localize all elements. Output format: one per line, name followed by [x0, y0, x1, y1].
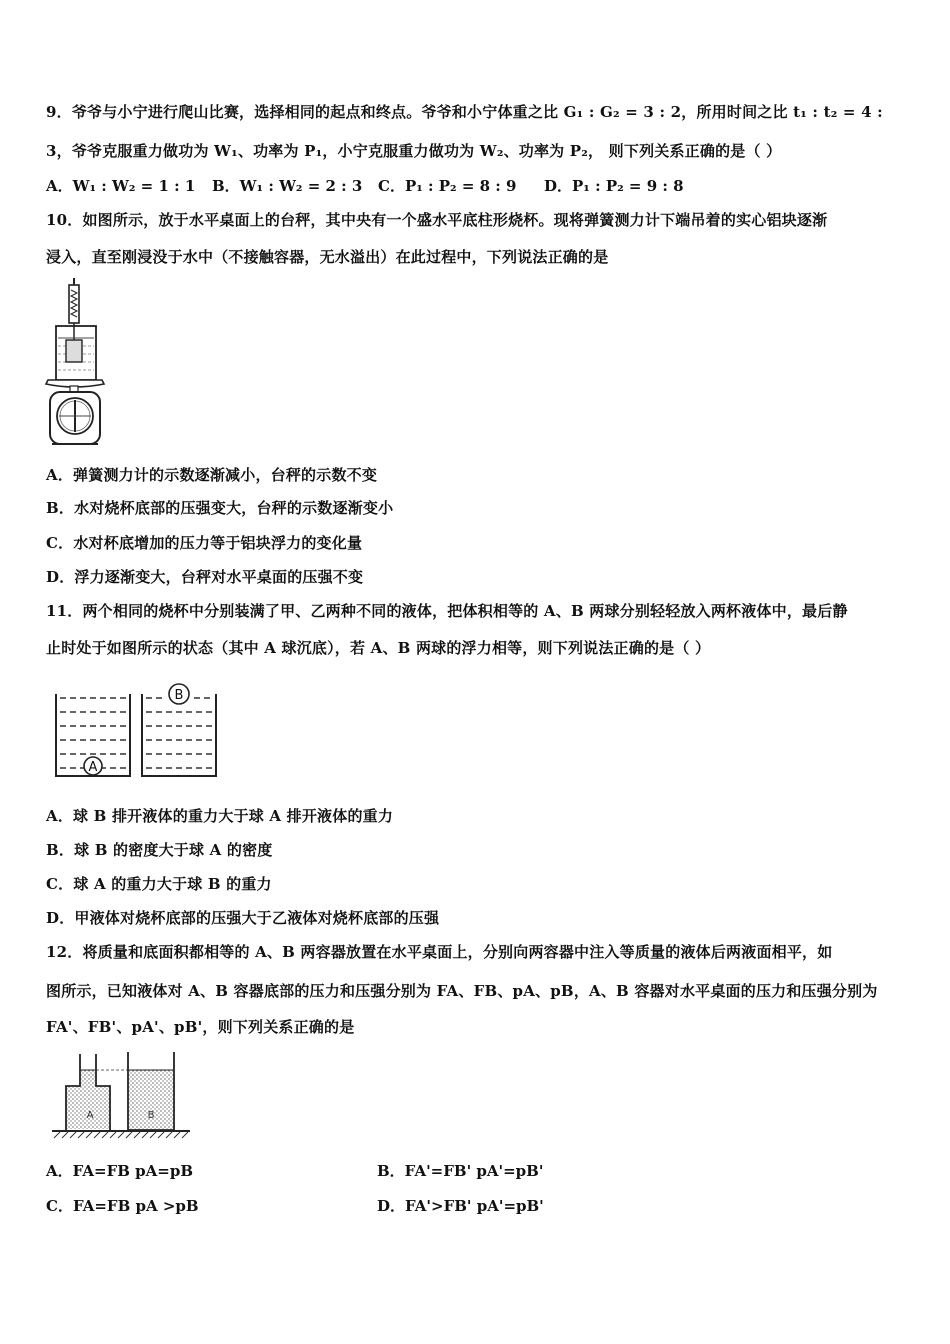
q10-stem-line1: 10．如图所示，放于水平桌面上的台秤，其中央有一个盛水平底柱形烧杯。现将弹簧测力计下端吊着的实心铝块逐渐 — [46, 211, 828, 229]
container-a-label: A — [86, 1110, 94, 1121]
q9-stem-line2: 3，爷爷克服重力做功为 W₁、功率为 P₁，小宁克服重力做功为 W₂、功率为 P₂， 则下列关系正确的是（ ） — [46, 142, 782, 160]
q11-stem-line1: 11．两个相同的烧杯中分别装满了甲、乙两种不同的液体，把体积相等的 A、B 两球分别轻轻放入两杯液体中，最后静 — [46, 602, 848, 620]
two-beakers-figure — [52, 682, 224, 782]
q12-option-a: A．FA=FB pA=pB — [46, 1162, 194, 1180]
q10-stem-line2: 浸入，直至刚浸没于水中（不接触容器，无水溢出）在此过程中，下列说法正确的是 — [46, 248, 609, 266]
q11-option-c: C．球 A 的重力大于球 B 的重力 — [46, 875, 272, 893]
container-b-label: B — [147, 1110, 155, 1121]
q10-option-b: B．水对烧杯底部的压强变大，台秤的示数逐渐变小 — [46, 499, 394, 517]
q11-option-b: B．球 B 的密度大于球 A 的密度 — [46, 841, 273, 859]
q12-option-b: B．FA'=FB' pA'=pB' — [377, 1162, 544, 1180]
q9-option-c: C．P₁ : P₂ = 8 : 9 — [378, 177, 517, 195]
q9-stem-line1: 9．爷爷与小宁进行爬山比赛，选择相同的起点和终点。爷爷和小宁体重之比 G₁ : G₂ = 3 : 2，所用时间之比 t₁ : t₂ = 4 : — [46, 103, 883, 121]
ball-a-label: A — [88, 760, 98, 775]
q9-option-b: B．W₁ : W₂ = 2 : 3 — [212, 177, 363, 195]
ball-b-label: B — [174, 688, 184, 703]
q10-option-a: A．弹簧测力计的示数逐渐减小，台秤的示数不变 — [46, 466, 378, 484]
q9-option-a: A．W₁ : W₂ = 1 : 1 — [46, 177, 196, 195]
q9-options — [46, 175, 684, 196]
two-containers-figure — [48, 1050, 194, 1140]
q11-option-a: A．球 B 排开液体的重力大于球 A 排开液体的重力 — [46, 807, 394, 825]
q12-stem-line2: 图所示，已知液体对 A、B 容器底部的压力和压强分别为 FA、FB、pA、pB，A、B 容器对水平桌面的压力和压强分别为 — [46, 982, 878, 1000]
q12-stem-line1: 12．将质量和底面积都相等的 A、B 两容器放置在水平桌面上，分别向两容器中注入等质量的液体后两液面相平，如 — [46, 943, 833, 961]
q10-option-c: C．水对杯底增加的压力等于铝块浮力的变化量 — [46, 534, 363, 552]
q12-options-row2 — [46, 1195, 544, 1216]
q10-option-d: D．浮力逐渐变大，台秤对水平桌面的压强不变 — [46, 568, 364, 586]
q11-stem-line2: 止时处于如图所示的状态（其中 A 球沉底），若 A、B 两球的浮力相等，则下列说法正确的是（ ） — [46, 639, 711, 657]
q12-options-row1 — [46, 1160, 543, 1181]
q12-option-d: D．FA'>FB' pA'=pB' — [377, 1197, 544, 1215]
scale-spring-figure — [44, 276, 124, 448]
q12-option-c: C．FA=FB pA >pB — [46, 1197, 199, 1215]
q12-stem-line3: FA'、FB'、pA'、pB'，则下列关系正确的是 — [46, 1018, 355, 1036]
q9-option-d: D．P₁ : P₂ = 9 : 8 — [544, 177, 684, 195]
q11-option-d: D．甲液体对烧杯底部的压强大于乙液体对烧杯底部的压强 — [46, 909, 440, 927]
